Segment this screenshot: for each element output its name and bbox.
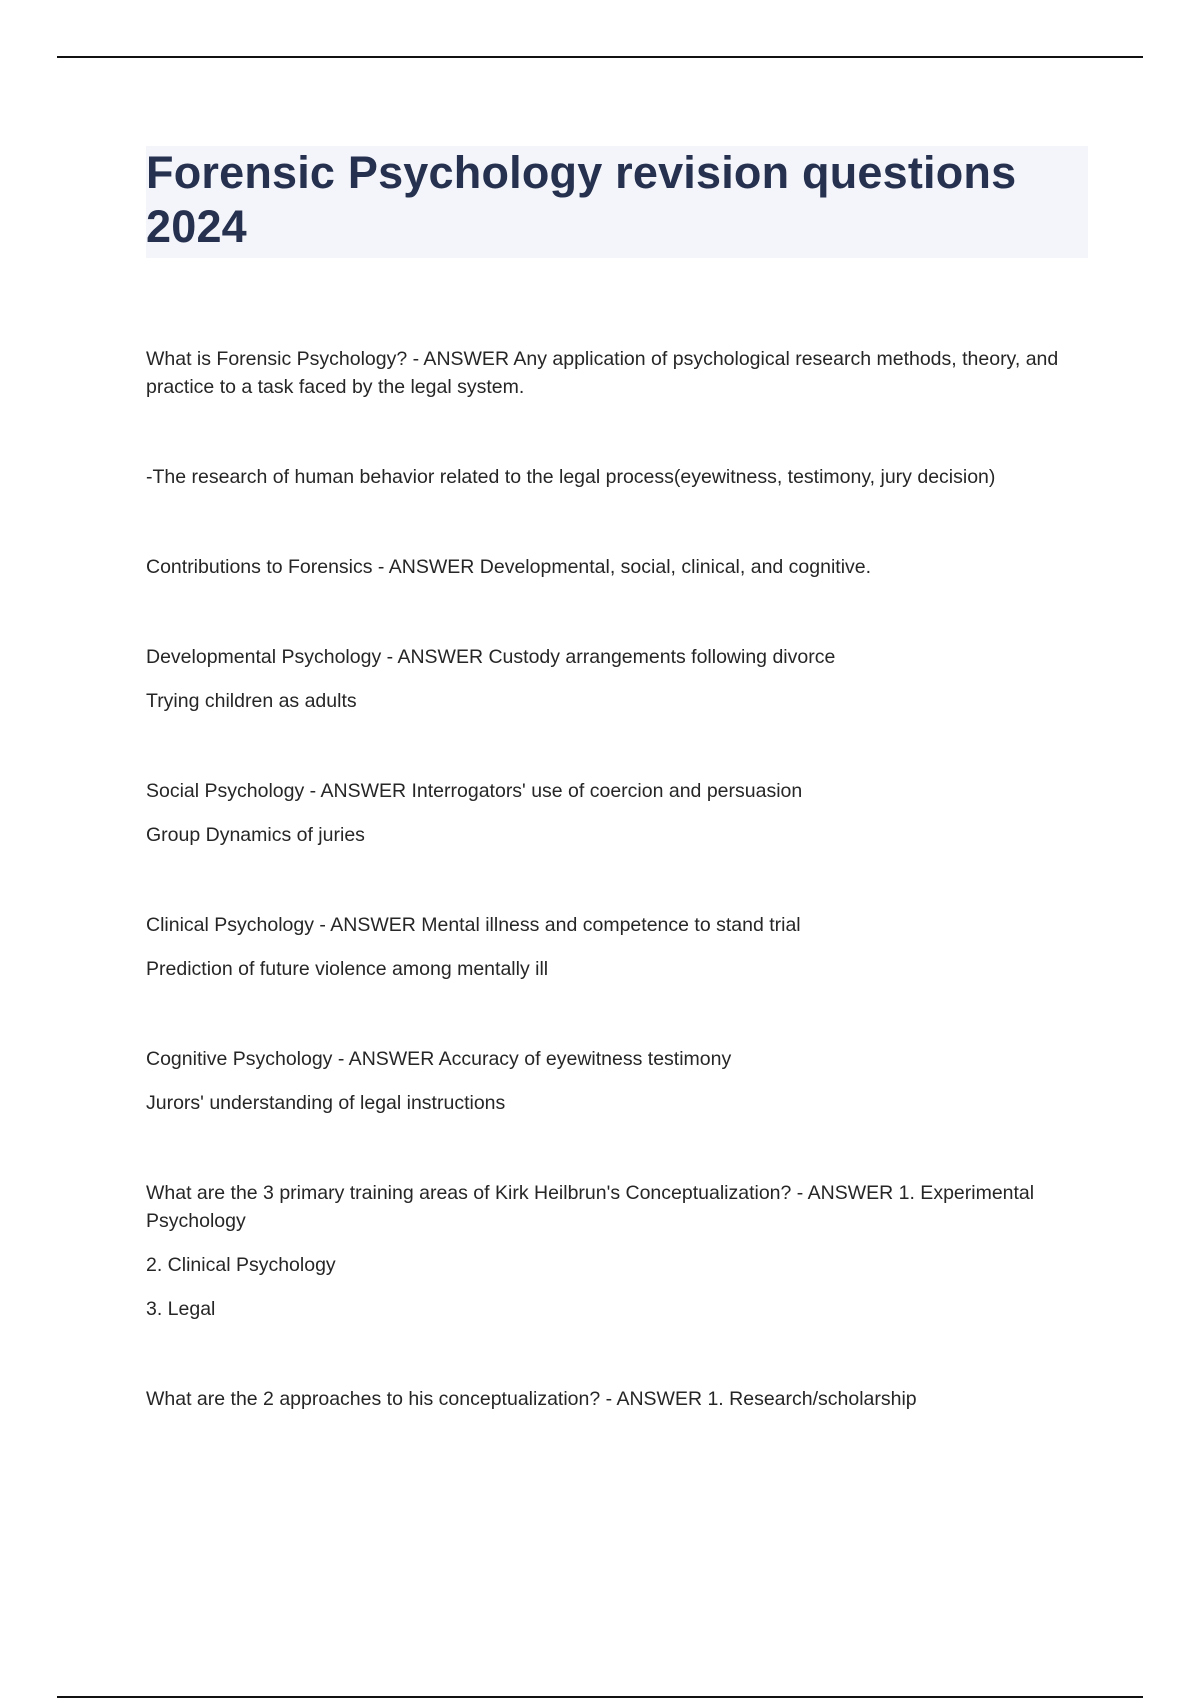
qa-entry-8: [146, 1179, 1086, 1323]
qa-entry-6: [146, 911, 1086, 983]
qa-entry-7: [146, 1045, 1086, 1117]
qa-entry-2: [146, 463, 1086, 491]
qa-line: 3. Legal: [146, 1298, 216, 1320]
qa-entry-5: [146, 777, 1086, 849]
qa-line: Prediction of future violence among mentally ill: [146, 958, 549, 980]
qa-entry-1: [146, 345, 1086, 401]
qa-line: Jurors' understanding of legal instructions: [146, 1092, 506, 1114]
qa-line: What are the 2 approaches to his conceptualization? - ANSWER 1. Research/scholarship: [146, 1388, 917, 1410]
qa-line: What is Forensic Psychology? - ANSWER Any application of psychological research methods, theory, and practice to a task faced by the legal system.: [146, 348, 1059, 398]
qa-line: Group Dynamics of juries: [146, 824, 365, 846]
page-title: Forensic Psychology revision questions 2024: [146, 147, 1017, 252]
qa-line: Contributions to Forensics - ANSWER Developmental, social, clinical, and cognitive.: [146, 556, 872, 578]
qa-line: 2. Clinical Psychology: [146, 1254, 336, 1276]
qa-line: Cognitive Psychology - ANSWER Accuracy of eyewitness testimony: [146, 1048, 732, 1070]
qa-line: Trying children as adults: [146, 690, 357, 712]
qa-entry-4: [146, 643, 1086, 715]
top-rule: [57, 56, 1143, 58]
document-body: [146, 345, 1086, 1413]
bottom-rule: [57, 1696, 1143, 1698]
qa-line: Social Psychology - ANSWER Interrogators' use of coercion and persuasion: [146, 780, 803, 802]
qa-line: Clinical Psychology - ANSWER Mental illness and competence to stand trial: [146, 914, 801, 936]
qa-line: What are the 3 primary training areas of Kirk Heilbrun's Conceptualization? - ANSWER 1. Experimental Psychology: [146, 1182, 1035, 1232]
qa-entry-9: [146, 1385, 1086, 1413]
qa-line: Developmental Psychology - ANSWER Custody arrangements following divorce: [146, 646, 836, 668]
title-box: [146, 146, 1088, 258]
qa-entry-3: [146, 553, 1086, 581]
qa-line: -The research of human behavior related to the legal process(eyewitness, testimony, jury decision): [146, 466, 996, 488]
